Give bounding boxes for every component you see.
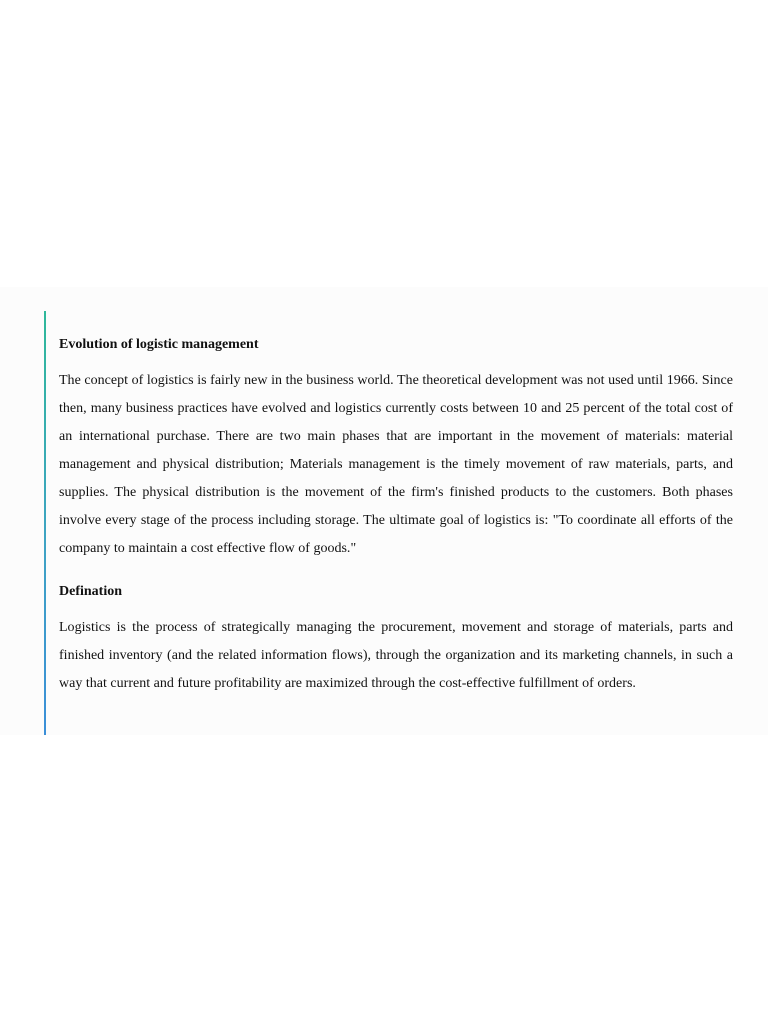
section-definition (59, 583, 733, 698)
section-evolution (59, 336, 733, 563)
accent-bar (44, 311, 46, 735)
section-heading: Evolution of logistic management (59, 337, 259, 352)
section-heading: Defination (59, 584, 122, 599)
section-body: Logistics is the process of strategically managing the procurement, movement and storage of materials, parts and finished inventory (and the related information flows), through the organization and its marketing channels, in such a way that current and future profitability are maximized through the cost-effective fulfillment of orders. (59, 620, 733, 691)
section-body: The concept of logistics is fairly new in the business world. The theoretical development was not used until 1966. Since then, many business practices have evolved and logistics currently costs between 10 and 25 percent of the total cost of an international purchase. There are two main phases that are important in the movement of materials: material management and physical distribution; Materials management is the timely movement of raw materials, parts, and supplies. The physical distribution is the movement of the firm's finished products to the customers. Both phases involve every stage of the process including storage. The ultimate goal of logistics is: "To coordinate all efforts of the company to maintain a cost effective flow of goods." (59, 373, 733, 556)
